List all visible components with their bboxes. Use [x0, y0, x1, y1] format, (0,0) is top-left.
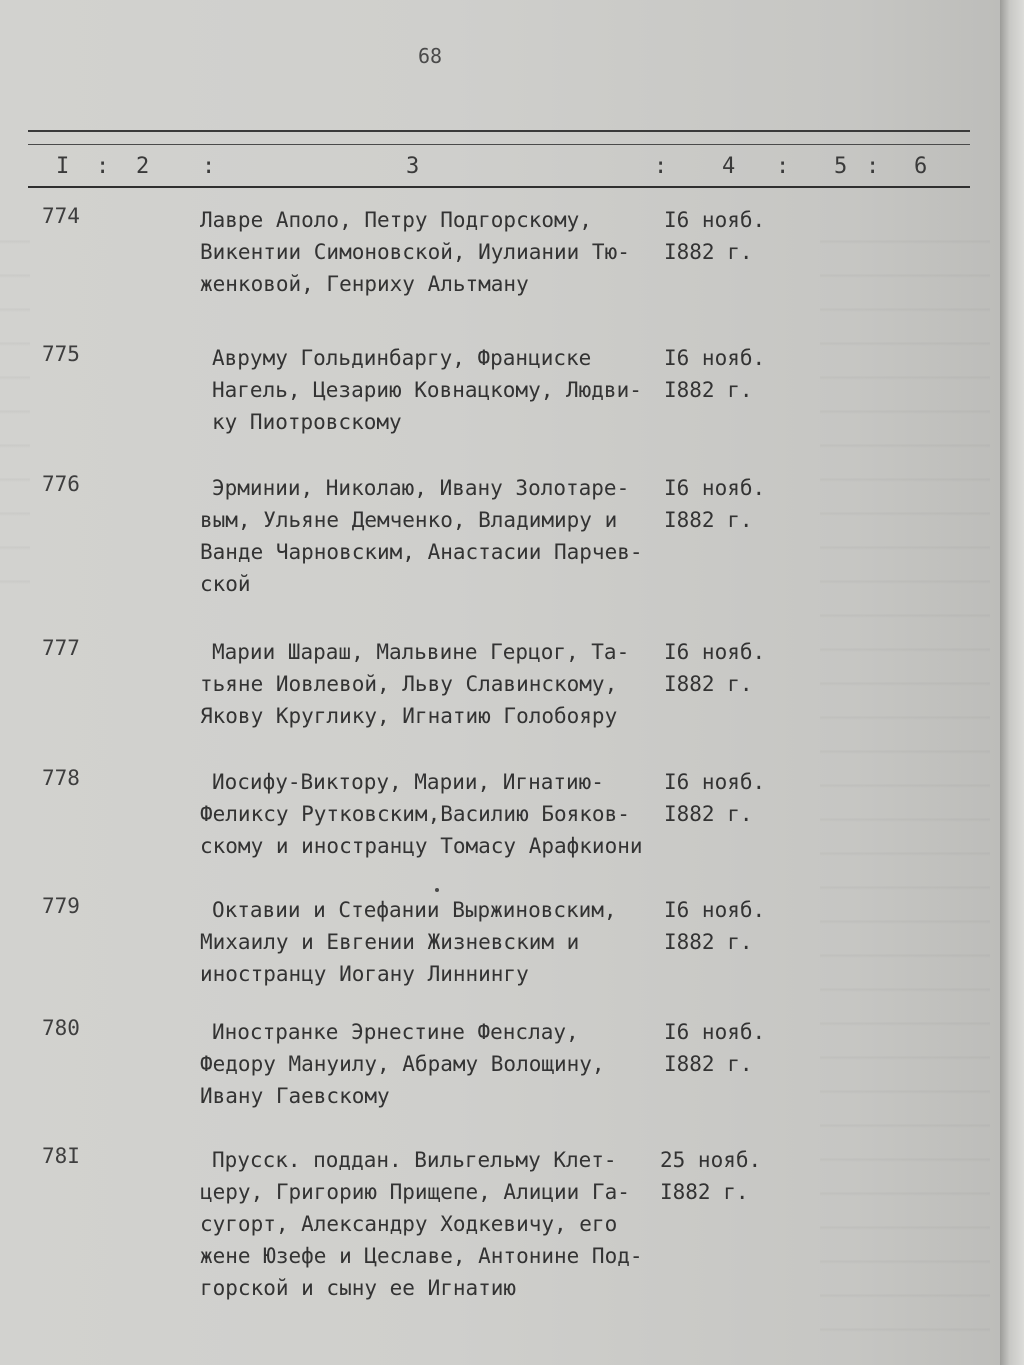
col-header-sep: : — [866, 154, 880, 179]
col-header-2: 2 — [136, 154, 150, 179]
entry-names — [200, 636, 682, 732]
names-line: Ивану Гаевскому — [200, 1084, 390, 1108]
entry-date — [664, 636, 784, 700]
date-day-month: I6 нояб. — [664, 208, 766, 232]
date-day-month: I6 нояб. — [664, 898, 766, 922]
col-header-5: 5 — [834, 154, 848, 179]
date-year: I882 г. — [664, 378, 753, 402]
entry-date — [664, 1016, 784, 1080]
col-header-3: 3 — [406, 154, 420, 179]
names-line: Авруму Гольдинбаргу, Франциске — [212, 346, 592, 370]
names-line: Лавре Аполо, Петру Подгорскому, — [200, 208, 592, 232]
page-edge — [1000, 0, 1024, 1365]
entry-names — [212, 342, 682, 438]
entry-number: 777 — [42, 636, 80, 660]
header-bottom-rule — [28, 186, 970, 188]
col-header-sep: : — [96, 154, 110, 179]
header-top-rule — [28, 130, 970, 132]
names-line: Эрминии, Николаю, Ивану Золотаре- — [212, 476, 630, 500]
entry-number: 780 — [42, 1016, 80, 1040]
entry-date — [660, 1144, 780, 1208]
date-day-month: I6 нояб. — [664, 640, 766, 664]
entry-names — [200, 766, 682, 862]
entry-number: 779 — [42, 894, 80, 918]
entry-date — [664, 894, 784, 958]
col-header-sep: : — [776, 154, 790, 179]
names-line: Михаилу и Евгении Жизневским и — [200, 930, 580, 954]
bleed-through-texture-2 — [0, 210, 30, 610]
date-year: I882 г. — [664, 930, 753, 954]
names-line: Иностранке Эрнестине Фенслау, — [212, 1020, 579, 1044]
date-year: I882 г. — [664, 672, 753, 696]
names-line: горской и сыну ее Игнатию — [200, 1276, 517, 1300]
col-header-sep: : — [202, 154, 216, 179]
names-line: Нагель, Цезарию Ковнацкому, Людви- — [212, 378, 642, 402]
names-line: Марии Шараш, Мальвине Герцог, Та- — [212, 640, 630, 664]
date-year: I882 г. — [660, 1180, 749, 1204]
entry-names — [200, 1016, 682, 1112]
entry-number: 778 — [42, 766, 80, 790]
names-line: Якову Круглику, Игнатию Голобояру — [200, 704, 618, 728]
entry-names — [200, 472, 682, 600]
entry-date — [664, 472, 784, 536]
date-day-month: I6 нояб. — [664, 1020, 766, 1044]
names-line: иностранцу Иогану Линнингу — [200, 962, 529, 986]
col-header-sep: : — [654, 154, 668, 179]
names-line: скому и иностранцу Томасу Арафкиони — [200, 834, 643, 858]
entry-names — [200, 204, 670, 300]
date-day-month: I6 нояб. — [664, 770, 766, 794]
names-line: Ванде Чарновским, Анастасии Парчев- — [200, 540, 643, 564]
entry-number: 775 — [42, 342, 80, 366]
header-second-rule — [28, 144, 970, 145]
page-number: 68 — [418, 44, 443, 68]
names-line: Прусск. поддан. Вильгельму Клет- — [212, 1148, 617, 1172]
date-year: I882 г. — [664, 508, 753, 532]
entry-number: 776 — [42, 472, 80, 496]
date-year: I882 г. — [664, 802, 753, 826]
col-header-6: 6 — [914, 154, 928, 179]
entry-names — [200, 894, 682, 990]
names-line: ской — [200, 572, 251, 596]
names-line: жене Юзефе и Цеславе, Антонине Под- — [200, 1244, 643, 1268]
names-line: Викентии Симоновской, Иулиании Тю- — [200, 240, 630, 264]
names-line: Федору Мануилу, Абраму Волощину, — [200, 1052, 605, 1076]
date-day-month: I6 нояб. — [664, 346, 766, 370]
names-line: вым, Ульяне Демченко, Владимиру и — [200, 508, 618, 532]
names-line: Иосифу-Виктору, Марии, Игнатию- — [212, 770, 604, 794]
date-year: I882 г. — [664, 1052, 753, 1076]
names-line: церу, Григорию Прищепе, Алиции Га- — [200, 1180, 630, 1204]
entry-date — [664, 766, 784, 830]
bleed-through-texture — [820, 210, 990, 1360]
col-header-1: I — [56, 154, 70, 179]
names-line: Феликсу Рутковским,Василию Бояков- — [200, 802, 630, 826]
names-line: сугорт, Александру Ходкевичу, его — [200, 1212, 618, 1236]
ink-speck — [435, 888, 439, 892]
entry-names — [200, 1144, 682, 1304]
names-line: Октавии и Стефании Выржиновским, — [212, 898, 617, 922]
entry-date — [664, 204, 784, 268]
col-header-4: 4 — [722, 154, 736, 179]
names-line: ку Пиотровскому — [212, 410, 402, 434]
names-line: тьяне Иовлевой, Льву Славинскому, — [200, 672, 618, 696]
entry-number: 774 — [42, 204, 80, 228]
entry-date — [664, 342, 784, 406]
date-day-month: I6 нояб. — [664, 476, 766, 500]
entry-number: 78I — [42, 1144, 80, 1168]
names-line: женковой, Генриху Альтману — [200, 272, 529, 296]
date-year: I882 г. — [664, 240, 753, 264]
date-day-month: 25 нояб. — [660, 1148, 762, 1172]
